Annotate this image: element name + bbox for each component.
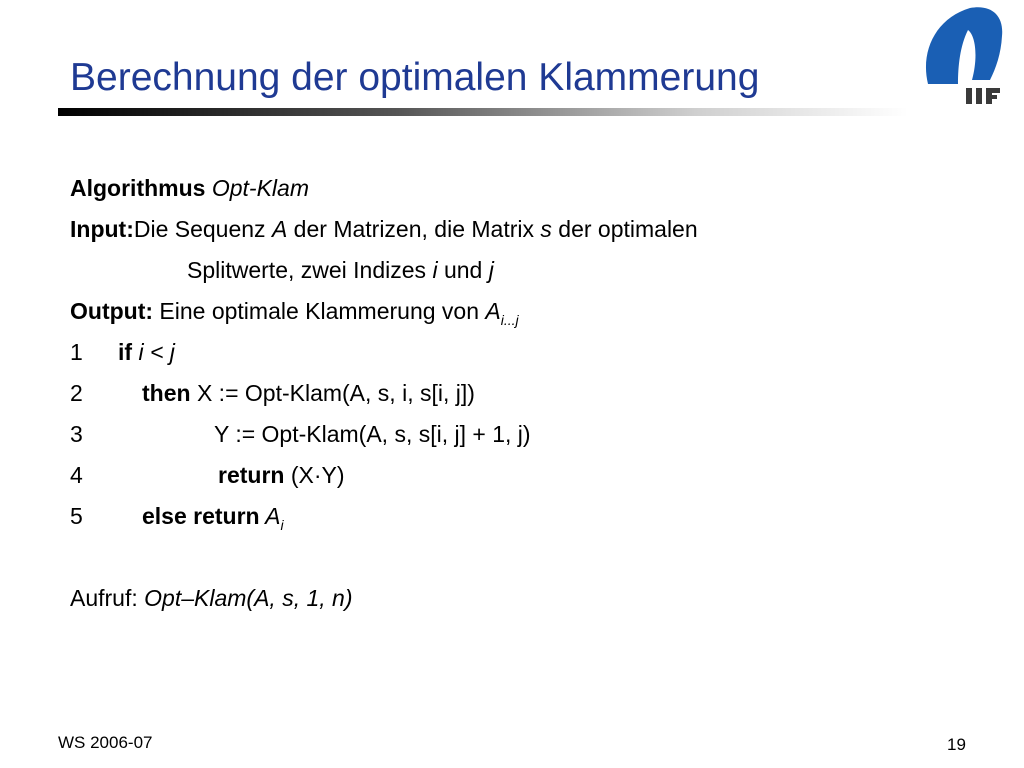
line-number: 4: [70, 462, 83, 488]
code-text: [142, 373, 475, 414]
input-text: der Matrizen, die Matrix: [287, 216, 541, 242]
code-line-2: [70, 373, 970, 414]
code-expr: Y := Opt-Klam(A, s, s[i, j] + 1, j): [214, 421, 531, 447]
code-expr: i < j: [132, 339, 175, 365]
input-text: Die Sequenz: [133, 216, 272, 242]
line-number: 5: [70, 503, 83, 529]
slide-title: Berechnung der optimalen Klammerung: [70, 56, 760, 99]
call-expression: Opt–Klam(A, s, 1, n): [144, 585, 353, 611]
input-var-j: j: [488, 257, 494, 283]
input-line-1: [70, 209, 970, 250]
output-subscript: i...j: [500, 312, 519, 328]
algorithm-body: [70, 168, 970, 619]
input-var-i: i: [432, 257, 438, 283]
code-text: [218, 455, 345, 496]
input-text: Splitwerte, zwei Indizes: [187, 257, 433, 283]
call-label: Aufruf:: [70, 585, 145, 611]
input-text: und: [437, 257, 489, 283]
code-line-5: [70, 496, 970, 537]
keyword: if: [118, 339, 133, 365]
input-label: Input:: [70, 216, 134, 242]
output-text: Eine optimale Klammerung von: [153, 298, 486, 324]
line-number: 2: [70, 380, 83, 406]
input-var-a: A: [271, 216, 288, 242]
code-expr: X := Opt-Klam(A, s, i, s[i, j]): [190, 380, 475, 406]
code-line-4: [70, 455, 970, 496]
code-text: [118, 332, 175, 373]
algorithm-header: [70, 168, 970, 209]
code-expr: (X·Y): [284, 462, 345, 488]
code-line-1: [70, 332, 970, 373]
code-expr: A: [259, 503, 281, 529]
call-line: [70, 578, 970, 619]
output-label: Output:: [70, 298, 154, 324]
code-subscript: i: [280, 517, 284, 533]
title-underline: [58, 108, 908, 116]
footer-semester: WS 2006-07: [58, 733, 153, 752]
output-line: [70, 291, 970, 332]
input-text: der optimalen: [551, 216, 698, 242]
code-text: [214, 414, 531, 455]
keyword: return: [218, 462, 285, 488]
input-var-s: s: [540, 216, 552, 242]
line-number: 1: [70, 339, 83, 365]
page-number: 19: [947, 735, 966, 754]
iif-logo-icon: [918, 6, 1008, 106]
algorithm-label: Algorithmus: [70, 175, 206, 201]
input-line-2: [70, 250, 970, 291]
algorithm-name: Opt-Klam: [211, 175, 309, 201]
output-var: A: [485, 298, 501, 324]
code-text: [142, 496, 284, 546]
code-line-3: [70, 414, 970, 455]
keyword: then: [142, 380, 191, 406]
keyword: else return: [142, 503, 260, 529]
line-number: 3: [70, 421, 83, 447]
